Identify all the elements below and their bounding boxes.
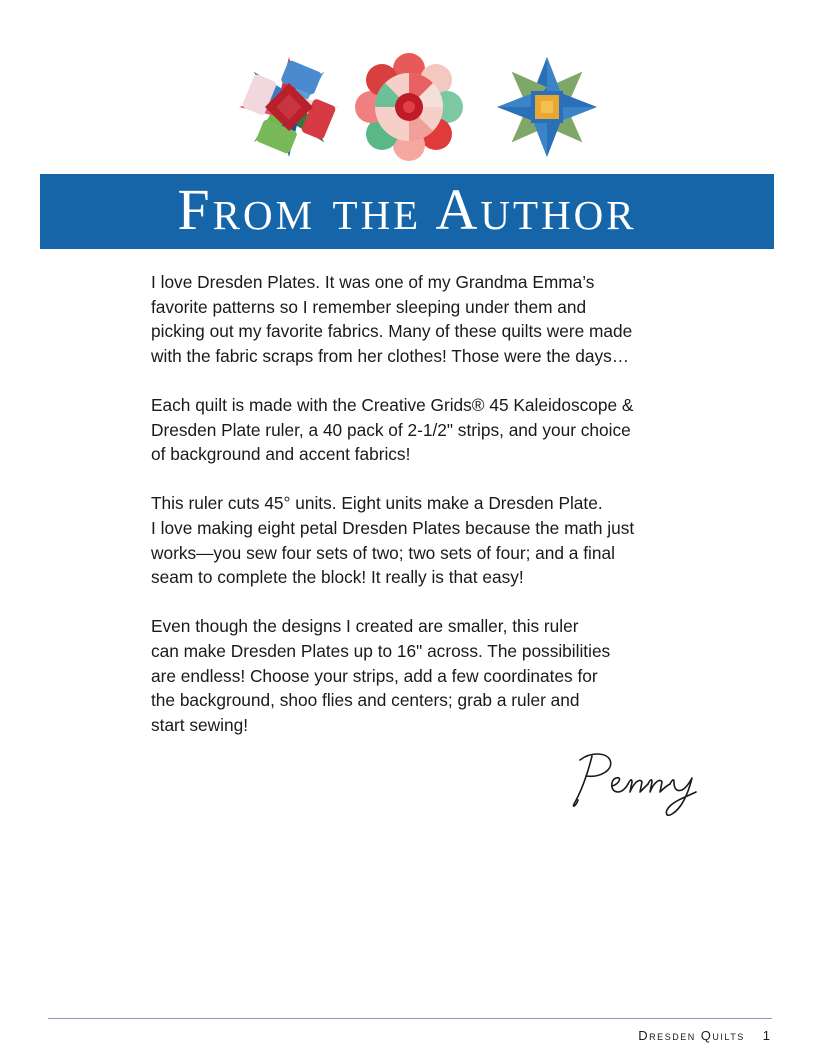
footer-book-title: Dresden Quilts (638, 1028, 745, 1043)
footer-divider (48, 1018, 772, 1019)
text-line: I love making eight petal Dresden Plates because the math just (151, 517, 635, 538)
text-line: works—you sew four sets of two; two sets of four; and a final (151, 542, 615, 563)
text-line: This ruler cuts 45° units. Eight units make a Dresden Plate. (151, 493, 603, 514)
text-line: Each quilt is made with the Creative Grids® 45 Kaleidoscope & (151, 394, 634, 415)
text-line: of background and accent fabrics! (151, 444, 411, 465)
text-line: seam to complete the block! It really is that easy! (151, 567, 524, 588)
paragraph-4 (151, 614, 711, 737)
author-letter (151, 270, 711, 762)
dresden-plate-blue-star (494, 54, 600, 160)
dresden-plate-red-blue (236, 54, 342, 160)
text-line: can make Dresden Plates up to 16" across. The possibilities (151, 640, 611, 661)
text-line: with the fabric scraps from her clothes! Those were the days… (151, 345, 630, 366)
text-line: the background, shoo flies and centers; grab a ruler and (151, 690, 580, 711)
text-line: are endless! Choose your strips, add a few coordinates for (151, 665, 598, 686)
dresden-plate-scalloped-red (354, 52, 464, 162)
paragraph-1 (151, 270, 711, 368)
text-line: Even though the designs I created are smaller, this ruler (151, 616, 579, 637)
paragraph-2 (151, 393, 711, 467)
text-line: picking out my favorite fabrics. Many of these quilts were made (151, 321, 633, 342)
text-line: Dresden Plate ruler, a 40 pack of 2-1/2" strips, and your choice (151, 419, 631, 440)
text-line: start sewing! (151, 714, 249, 735)
title-banner (40, 174, 774, 249)
paragraph-3 (151, 491, 711, 589)
signature-penny (566, 742, 726, 822)
page-title: From the Author (177, 176, 637, 242)
page-number: 1 (762, 1028, 770, 1043)
text-line: I love Dresden Plates. It was one of my Grandma Emma’s (151, 272, 595, 292)
text-line: favorite patterns so I remember sleeping under them and (151, 296, 587, 317)
dresden-plate-images (0, 52, 816, 162)
page-footer (638, 1028, 770, 1043)
